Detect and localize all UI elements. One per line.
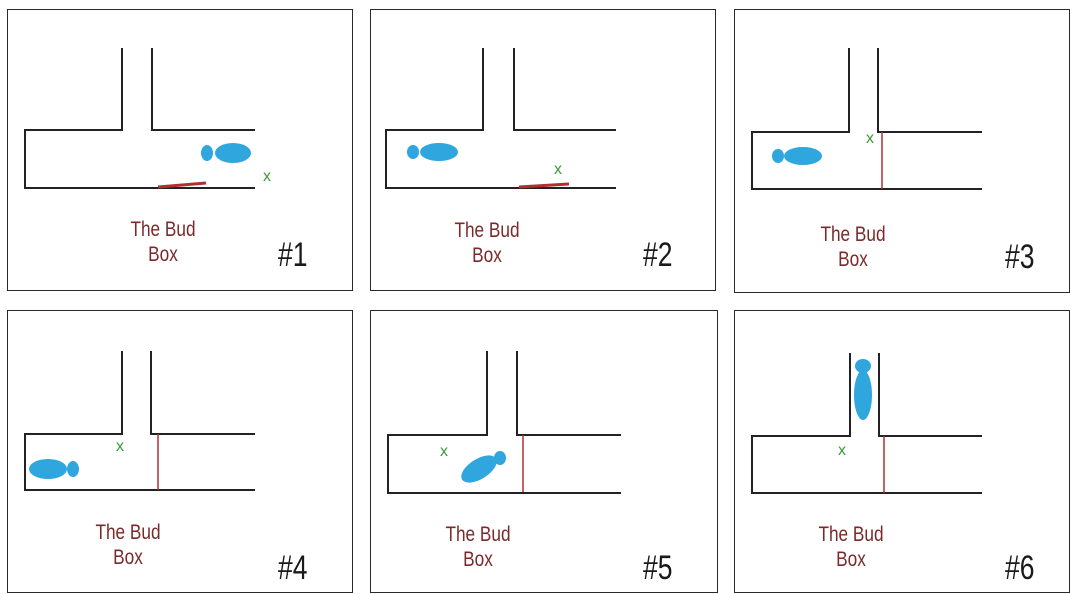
bud-box-label	[802, 522, 900, 572]
label-line-1: The Bud	[818, 523, 884, 546]
label-line-2: Box	[113, 546, 143, 569]
label-line-2: Box	[148, 243, 178, 266]
label-line-1: The Bud	[95, 521, 161, 544]
label-line-2: Box	[836, 548, 866, 571]
bud-box-label	[438, 218, 536, 268]
bud-line	[158, 183, 206, 187]
wall-upper-right	[152, 48, 255, 130]
wall-lower-left	[752, 48, 982, 189]
target-marker: x	[866, 130, 874, 147]
panel-2	[370, 9, 716, 291]
panel-4	[7, 310, 353, 593]
person-figure	[201, 143, 251, 163]
panel-number: #6	[1005, 549, 1035, 587]
wall-upper-right	[514, 48, 616, 130]
panel-3	[734, 9, 1070, 293]
panel-number: #1	[278, 236, 308, 274]
panel-number: #5	[643, 549, 673, 587]
person-figure	[854, 359, 872, 420]
panel-5	[370, 310, 718, 593]
label-line-2: Box	[463, 548, 493, 571]
wall-upper-right	[151, 351, 255, 434]
wall-upper-right	[517, 351, 621, 435]
label-line-1: The Bud	[445, 523, 511, 546]
person-figure	[772, 147, 822, 165]
bud-line	[519, 184, 569, 187]
label-line-1: The Bud	[820, 223, 886, 246]
target-marker: x	[263, 168, 271, 185]
wall-upper-right	[879, 353, 982, 436]
panel-number: #4	[278, 549, 308, 587]
person-figure	[407, 143, 458, 161]
bud-box-label	[79, 520, 177, 570]
panel-6	[734, 310, 1070, 593]
label-line-2: Box	[472, 244, 502, 267]
label-line-1: The Bud	[130, 218, 196, 241]
wall-upper-right	[878, 48, 982, 132]
panel-1	[7, 9, 353, 291]
person-figure	[457, 450, 506, 488]
wall-lower-left	[388, 351, 621, 493]
label-line-2: Box	[838, 248, 868, 271]
bud-box-label	[114, 217, 212, 267]
person-figure	[29, 459, 79, 479]
panel-number: #2	[643, 236, 673, 274]
panel-number: #3	[1005, 238, 1035, 276]
wall-lower-left	[386, 48, 616, 188]
label-line-1: The Bud	[454, 219, 520, 242]
target-marker: x	[116, 438, 124, 455]
target-marker: x	[554, 161, 562, 178]
target-marker: x	[838, 442, 846, 459]
target-marker: x	[440, 443, 448, 460]
wall-lower-left	[25, 48, 255, 188]
bud-box-label	[804, 222, 902, 272]
bud-box-label	[429, 522, 527, 572]
